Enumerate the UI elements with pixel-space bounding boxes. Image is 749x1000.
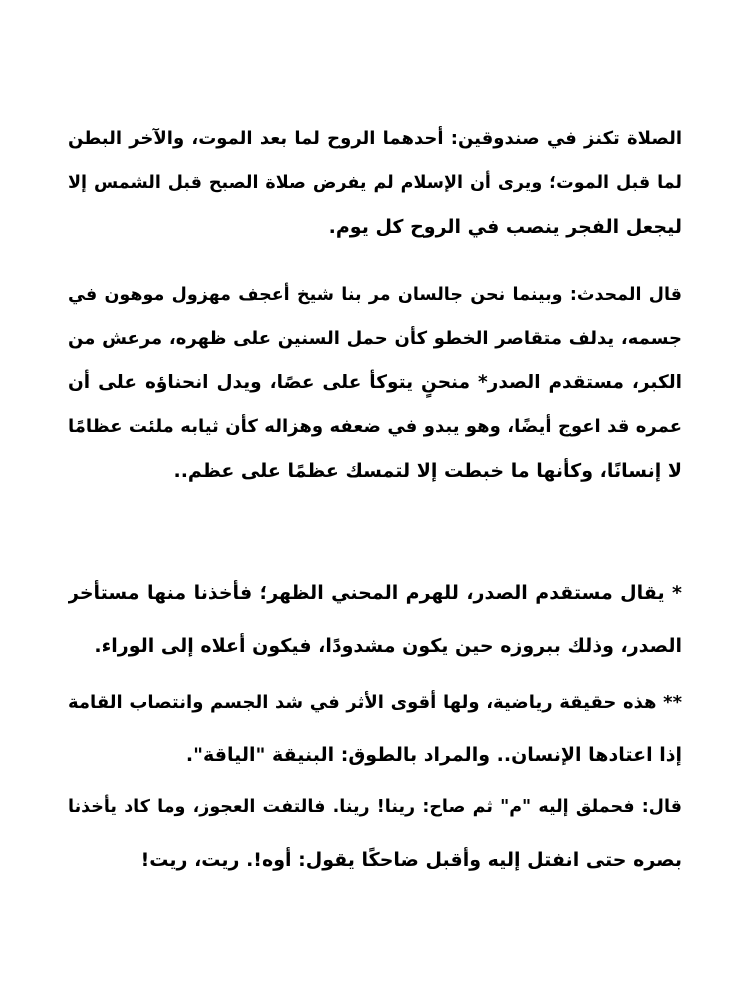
text-line: الكبر، مستقدم الصدر* منحنٍ يتوكأ على عصًا، ويدل انحناؤه على أن — [68, 372, 682, 393]
text-line: جسمه، يدلف متقاصر الخطو كأن حمل السنين على ظهره، مرعش من — [68, 328, 682, 349]
text-line: عمره قد اعوج أيضًا، وهو يبدو في ضعفه وهزاله كأن ثيابه ملئت عظامًا — [68, 416, 682, 437]
footnote-1 — [68, 567, 682, 673]
text-line: الصلاة تكنز في صندوقين: أحدهما الروح لما بعد الموت، والآخر البطن — [68, 128, 682, 149]
paragraph-old-man — [68, 273, 682, 493]
footnote-line: الصدر، وذلك ببروزه حين يكون مشدودًا، فيكون أعلاه إلى الوراء. — [94, 635, 682, 657]
text-line: بصره حتى انفتل إليه وأقبل ضاحكًا يقول: أوه!. ريت، ريت! — [140, 849, 682, 871]
footnote-line: إذا اعتادها الإنسان.. والمراد بالطوق: البنيقة "الياقة". — [185, 744, 682, 766]
text-line: ليجعل الفجر ينصب في الروح كل يوم. — [328, 216, 682, 238]
text-line: لا إنسانًا، وكأنها ما خبطت إلا لتمسك عظمًا على عظم.. — [173, 460, 682, 482]
footnote-2 — [68, 676, 682, 782]
footnote-line: ** هذه حقيقة رياضية، ولها أقوى الأثر في شد الجسم وانتصاب القامة — [68, 692, 682, 713]
paragraph-prayer — [68, 117, 682, 249]
text-line: قال: فحملق إليه "م" ثم صاح: رينا! رينا. فالتفت العجوز، وما كاد يأخذنا — [68, 797, 682, 817]
paragraph-closing — [68, 781, 682, 887]
text-line: قال المحدث: وبينما نحن جالسان مر بنا شيخ أعجف مهزول موهون في — [68, 285, 682, 305]
text-line: لما قبل الموت؛ ويرى أن الإسلام لم يفرض صلاة الصبح قبل الشمس إلا — [68, 173, 682, 193]
footnote-line: * يقال مستقدم الصدر، للهرم المحني الظهر؛ فأخذنا منها مستأخر — [68, 582, 682, 604]
